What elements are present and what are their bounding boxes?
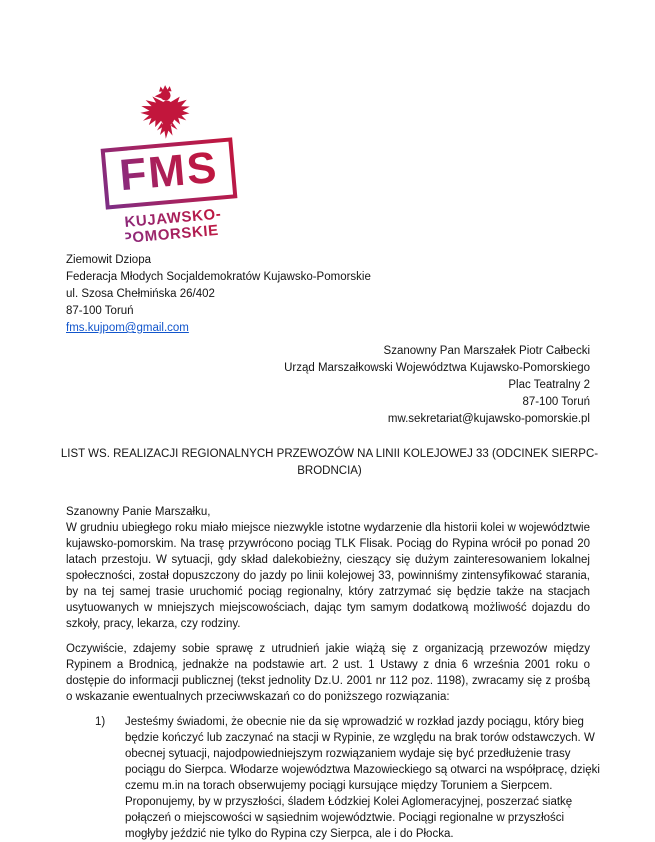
- fms-logo-acronym: FMS: [117, 142, 221, 201]
- sender-street: ul. Szosa Chełmińska 26/402: [66, 288, 215, 300]
- letter-subject: LIST WS. REALIZACJI REGIONALNYCH PRZEWOZÓW NA LINII KOLEJOWEJ 33 (ODCINEK SIERPC-BRODNCIA): [60, 448, 599, 477]
- sender-email-link[interactable]: fms.kujpom@gmail.com: [66, 322, 189, 334]
- body-paragraph-2: Oczywiście, zdajemy sobie sprawę z utrudnień jakie wiążą się z organizacją przewozów między Rypinem a Brodnicą, jednakże na podstawie art. 2 ust. 1 Ustawy z dnia 6 września 2001 roku o dostępie do informacji publicznej (tekst jednolity Dz.U. 2001 nr 112 poz. 1198), zwracamy się z prośbą o wskazanie ewentualnych przeciwwskazań co do poniższego rozwiązania:: [66, 643, 590, 703]
- recipient-name: Szanowny Pan Marszałek Piotr Całbecki: [383, 345, 590, 357]
- list-item-text: Jesteśmy świadomi, że obecnie nie da się wprowadzić w rozkład jazdy pociągu, który bieg będzie kończyć lub zaczynać na stacji w Rypinie, ze względu na brak torów odstawczych. W obecnej sytuacji, najodpowiedniejszym rozwiązaniem wydaje się być przedłużenie trasy pociągu do Sierpca. Włodarze województwa Mazowieckiego są otwarci na współpracę, dzięki czemu m.in na torach obserwujemy pociągi kursujące między Toruniem a Sierpcem. Proponujemy, by w przyszłości, śladem Łódzkiej Kolei Aglomeracyjnej, poszerzać siatkę połączeń o miejscowości w sąsiednim województwie. Pociągi regionalne w przyszłości mogłyby jeździć nie tylko do Rypina czy Sierpca, ale i do Płocka.: [125, 716, 600, 840]
- fms-logo-region-line2: POMORSKIE: [121, 221, 220, 247]
- list-item-marker: 1): [95, 716, 106, 728]
- list-item: [66, 714, 600, 842]
- recipient-street: Plac Teatralny 2: [508, 379, 590, 391]
- salutation: Szanowny Panie Marszałku,: [66, 506, 211, 518]
- fms-logo-region-line1: KUJAWSKO-: [123, 205, 223, 231]
- polish-eagle-icon: [134, 81, 193, 150]
- sender-city: 87-100 Toruń: [66, 305, 134, 317]
- letter-body: [66, 504, 600, 842]
- sender-name: Ziemowit Dziopa: [66, 254, 151, 266]
- recipient-email: mw.sekretariat@kujawsko-pomorskie.pl: [387, 413, 590, 425]
- recipient-address-block: [284, 343, 590, 428]
- sender-organization: Federacja Młodych Socjaldemokratów Kujawsko-Pomorskie: [66, 271, 371, 283]
- body-paragraph-1: W grudniu ubiegłego roku miało miejsce niezwykle istotne wydarzenie dla historii kolei w województwie kujawsko-pomorskim. Na trasę przywrócono pociąg TLK Flisak. Pociąg do Rypina wrócił po ponad 20 latach przestoju. W sytuacji, gdy skład dalekobieżny, cieszący się dużym zainteresowaniem lokalnej społeczności, został dopuszczony do jazdy po linii kolejowej 33, powinniśmy zintensyfikować starania, by na tej samej trasie uruchomić pociąg regionalny, który zatrzymać się będzie także na stacjach usytuowanych w mniejszych miejscowościach, dając tym samym dodatkową możliwość dojazdu do szkoły, pracy, lekarza, czy rodziny.: [66, 522, 590, 630]
- recipient-office: Urząd Marszałkowski Województwa Kujawsko-Pomorskiego: [284, 362, 590, 374]
- fms-logo-region: [121, 205, 223, 247]
- recipient-city: 87-100 Toruń: [522, 396, 590, 408]
- numbered-list: [66, 714, 600, 842]
- fms-logo: [91, 76, 244, 248]
- sender-address-block: [66, 252, 371, 337]
